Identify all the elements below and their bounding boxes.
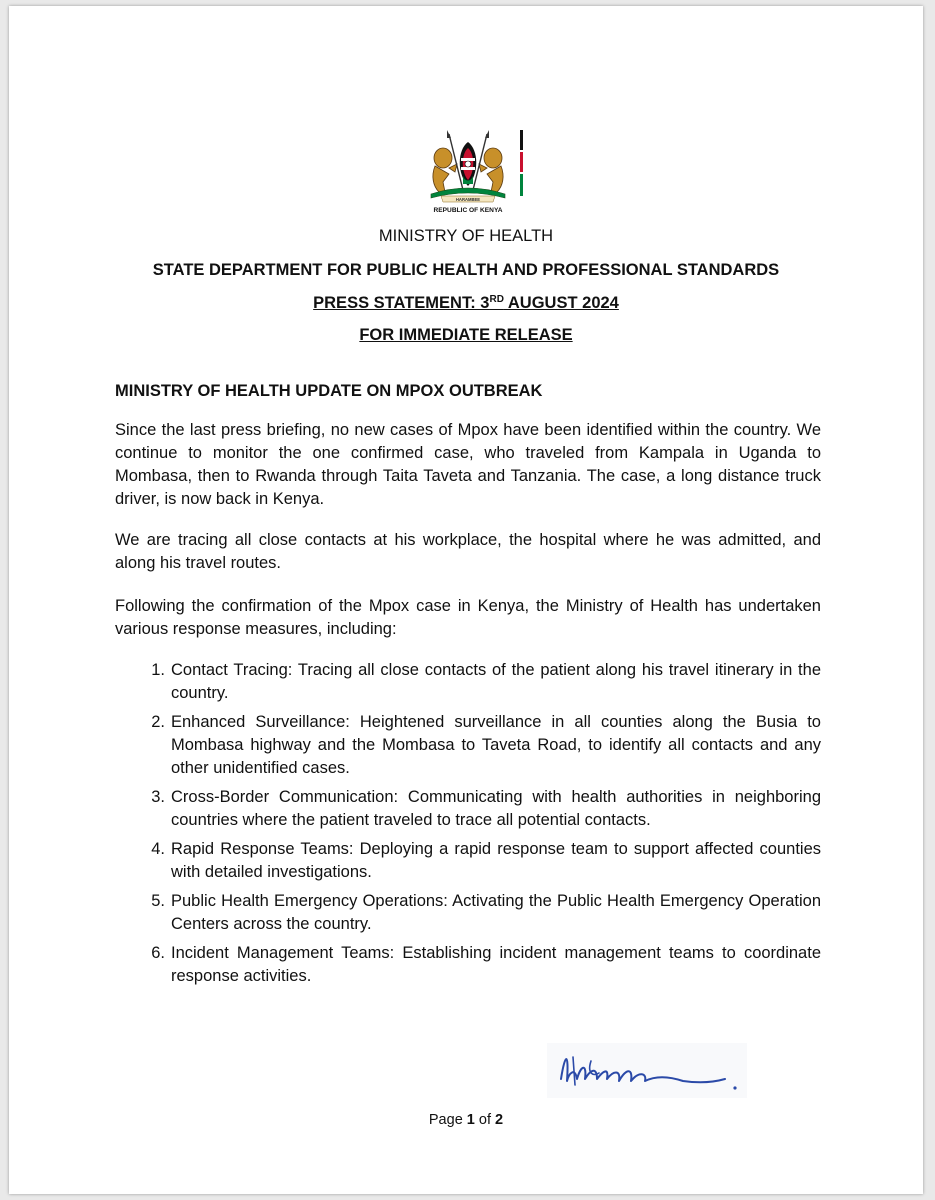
list-number: 6. (151, 944, 165, 962)
list-text: Enhanced Surveillance: Heightened surveillance in all counties along the Busia to Mombasa highway and the Mombasa to Taveta Road, to identify all contacts and any other unidentified cases. (171, 713, 821, 777)
document-page (9, 6, 923, 1194)
department-name: STATE DEPARTMENT FOR PUBLIC HEALTH AND PROFESSIONAL STANDARDS (152, 261, 780, 279)
emblem-motto: HARAMBEE (455, 197, 481, 202)
list-text: Incident Management Teams: Establishing incident management teams to coordinate response activities. (171, 944, 821, 985)
page-total: 2 (495, 1112, 504, 1128)
signature-icon (547, 1043, 747, 1098)
ministry-name: MINISTRY OF HEALTH (378, 227, 554, 245)
response-measures-list (115, 659, 821, 994)
paragraph-3: Following the confirmation of the Mpox case in Kenya, the Ministry of Health has undertaken various response measures, including: (115, 597, 821, 638)
list-number: 1. (151, 661, 165, 679)
release-label: FOR IMMEDIATE RELEASE (359, 326, 573, 344)
list-item (115, 890, 821, 936)
paragraph-1: Since the last press briefing, no new cases of Mpox have been identified within the country. We continue to monitor the one confirmed case, who traveled from Kampala in Uganda to Mombasa, then to Rwanda through Taita Taveta and Tanzania. The case, a long distance truck driver, is now back in Kenya. (115, 421, 821, 508)
list-number: 4. (151, 840, 165, 858)
list-number: 3. (151, 788, 165, 806)
list-item (115, 942, 821, 988)
paragraph-2: We are tracing all close contacts at his workplace, the hospital where he was admitted, and along his travel routes. (115, 531, 821, 572)
list-number: 2. (151, 713, 165, 731)
list-number: 5. (151, 892, 165, 910)
list-item (115, 838, 821, 884)
list-item (115, 659, 821, 705)
press-statement-date (9, 294, 923, 313)
press-ordinal: RD (489, 294, 504, 305)
emblem-caption: REPUBLIC OF KENYA (433, 207, 503, 214)
list-text: Public Health Emergency Operations: Activating the Public Health Emergency Operation Centers across the country. (171, 892, 821, 933)
page-number (9, 1112, 923, 1128)
section-heading: MINISTRY OF HEALTH UPDATE ON MPOX OUTBREAK (115, 382, 543, 400)
press-suffix: AUGUST 2024 (503, 294, 619, 312)
list-text: Contact Tracing: Tracing all close contacts of the patient along his travel itinerary in the country. (171, 661, 821, 702)
list-text: Cross-Border Communication: Communicating with health authorities in neighboring countries where the patient traveled to trace all potential contacts. (171, 788, 821, 829)
list-item (115, 711, 821, 780)
list-text: Rapid Response Teams: Deploying a rapid response team to support affected counties with detailed investigations. (171, 840, 821, 881)
page-of: of (474, 1112, 496, 1128)
press-prefix: PRESS STATEMENT: 3 (313, 294, 490, 312)
list-item (115, 786, 821, 832)
page-current: 1 (466, 1112, 475, 1128)
page-label: Page (428, 1112, 467, 1128)
kenya-coat-of-arms-icon (419, 124, 529, 214)
